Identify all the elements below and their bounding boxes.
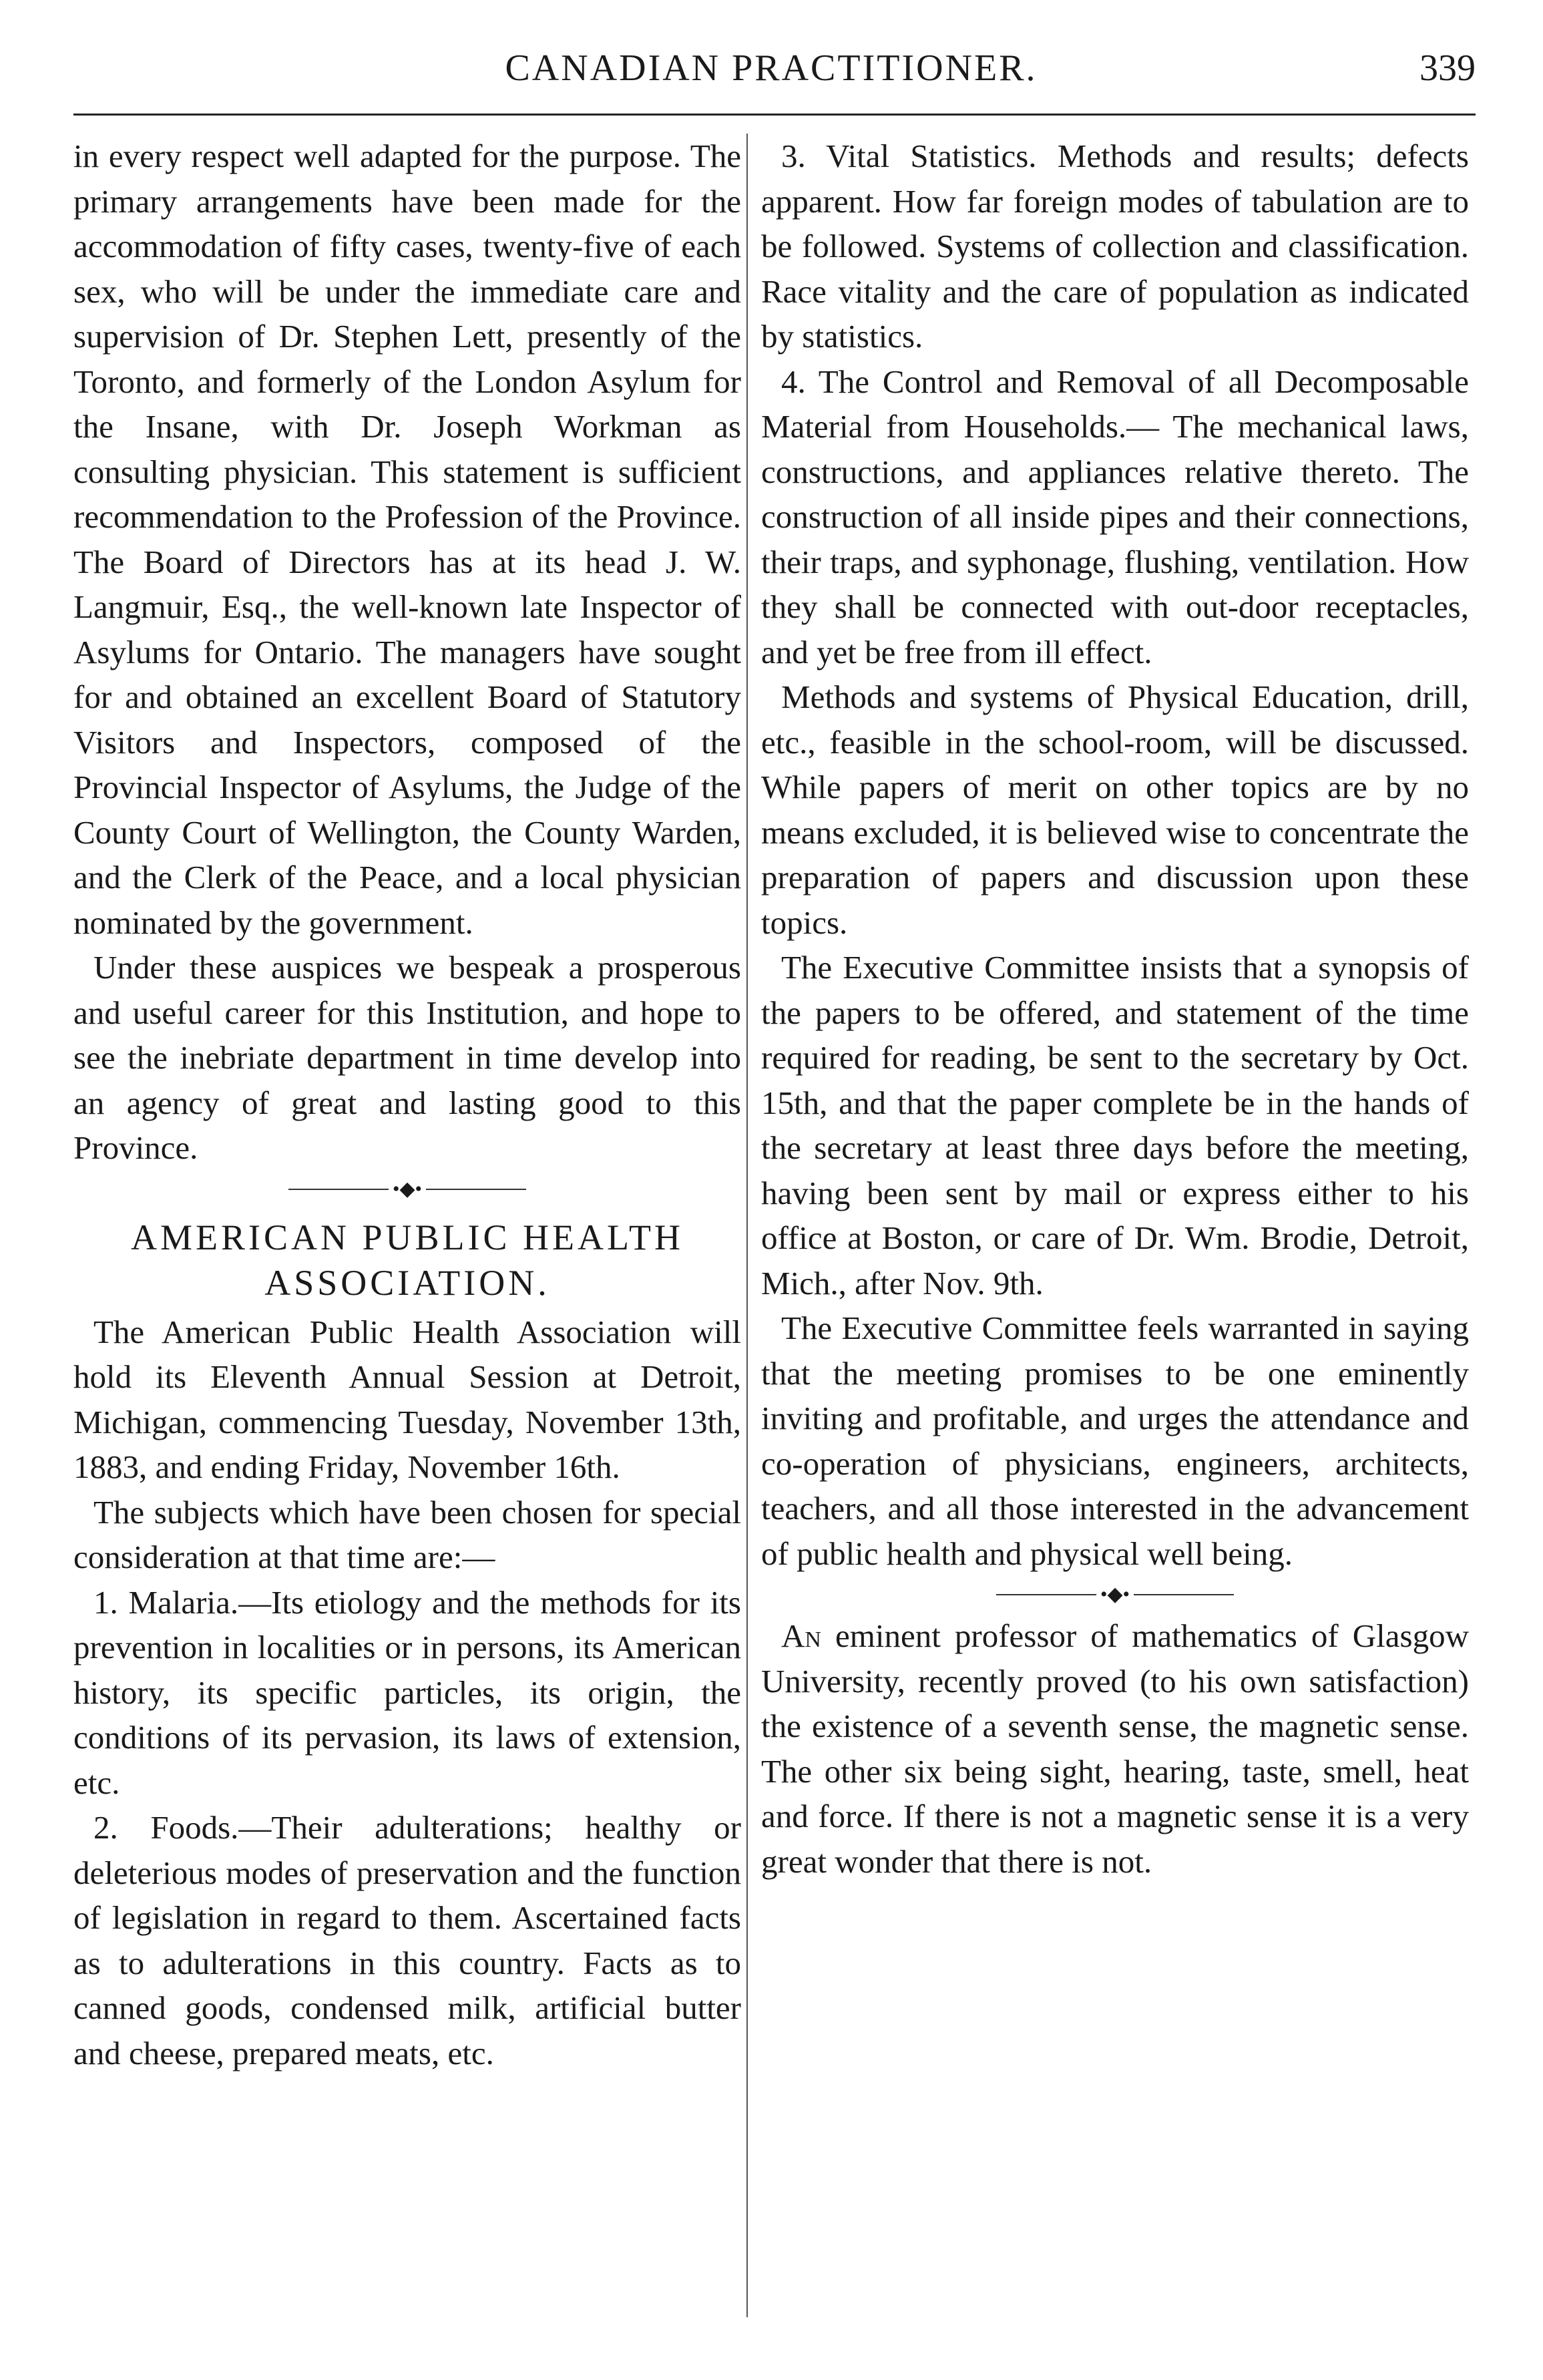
diamond-ornament-icon: •◆• [1100, 1583, 1130, 1605]
left-column [73, 134, 741, 2075]
paragraph-lead-word: An [781, 1617, 821, 1654]
paragraph-session-announcement: The American Public Health Association will hold its Eleventh Annual Session at Detroit, Michigan, commencing Tuesday, November 13th, 1883, and ending Friday, November 16th. [73, 1313, 741, 1485]
paragraph-decomposable-material: 4. The Control and Removal of all Decomposable Material from Households.— The mechanical laws, constructions, and appliances relative thereto. The construction of all inside pipes and their connections, their traps, and syphonage, flushing, ventilation. How they shall be connected with out-door receptacles, and yet be free from ill effect. [761, 363, 1469, 670]
ornament-rule-left [996, 1594, 1096, 1595]
ornament-rule-right [426, 1189, 526, 1190]
ornament-rule-right [1134, 1594, 1234, 1595]
section-title-line-1: AMERICAN PUBLIC HEALTH [130, 1217, 684, 1257]
section-title [73, 1215, 741, 1306]
paragraph-magnetic-sense [761, 1613, 1469, 1884]
paragraph-foods: 2. Foods.—Their adulterations; healthy or deleterious modes of preservation and the function of legislation in regard to them. Ascertained facts as to adulterations in this country. Facts as to canned goods, condensed milk, artificial butter and cheese, prepared meats, etc. [73, 1809, 741, 2071]
paragraph-auspices: Under these auspices we bespeak a prosperous and useful career for this Institution, and hope to see the inebriate department in time develop into an agency of great and lasting good to this Province. [73, 949, 741, 1166]
page-header [67, 47, 1476, 100]
paragraph-malaria: 1. Malaria.—Its etiology and the methods for its prevention in localities or in persons, its American history, its specific particles, its origin, the conditions of its pervasion, its laws of extension, etc. [73, 1583, 741, 1801]
ornament-rule-left [288, 1189, 389, 1190]
page-number: 339 [1419, 47, 1476, 89]
header-rule [73, 114, 1476, 116]
running-title: CANADIAN PRACTITIONER. [505, 47, 1038, 89]
section-ornament-right [761, 1576, 1469, 1613]
section-ornament [73, 1171, 741, 1208]
paragraph-asylum-description: in every respect well adapted for the purpose. The primary arrangements have been made for the accommodation of fifty cases, twenty-five of each sex, who will be under the immediate care and supervision of Dr. Stephen Lett, presently of the Toronto, and formerly of the London Asylum for the Insane, with Dr. Joseph Workman as consulting physician. This statement is sufficient recommendation to the Profession of the Province. The Board of Directors has at its head J. W. Langmuir, Esq., the well-known late Inspector of Asylums for Ontario. The managers have sought for and obtained an excellent Board of Statutory Visitors and Inspectors, composed of the Provincial Inspector of Asylums, the Judge of the County Court of Wellington, the County Warden, and the Clerk of the Peace, and a local physician nominated by the government. [73, 138, 741, 941]
paragraph-vital-statistics: 3. Vital Statistics. Methods and results; defects apparent. How far foreign modes of tabulation are to be followed. Systems of collection and classification. Race vitality and the care of population as indicated by statistics. [761, 138, 1469, 355]
paragraph-executive-synopsis: The Executive Committee insists that a synopsis of the papers to be offered, and statement of the time required for reading, be sent to the secretary by Oct. 15th, and that the paper complete be in the hands of the secretary at least three days before the meeting, having been sent by mail or express either to his office at Boston, or care of Dr. Wm. Brodie, Detroit, Mich., after Nov. 9th. [761, 949, 1469, 1302]
paragraph-executive-meeting: The Executive Committee feels warranted in saying that the meeting promises to be one eminently inviting and profitable, and urges the attendance and co-operation of physicians, engineers, architects, teachers, and all those interested in the advancement of public health and physical well being. [761, 1310, 1469, 1572]
section-title-line-2: ASSOCIATION. [264, 1262, 550, 1303]
paragraph-body: eminent professor of mathematics of Glasgow University, recently proved (to his own satisfaction) the existence of a seventh sense, the magnetic sense. The other six being sight, hearing, taste, smell, heat and force. If there is not a magnetic sense it is a very great wonder that there is not. [761, 1617, 1469, 1880]
right-column [761, 134, 1469, 1884]
paragraph-physical-education: Methods and systems of Physical Education, drill, etc., feasible in the school-room, will be discussed. While papers of merit on other topics are by no means excluded, it is believed wise to concentrate the preparation of papers and discussion upon these topics. [761, 678, 1469, 941]
paragraph-subjects-intro: The subjects which have been chosen for special consideration at that time are:— [73, 1493, 741, 1575]
column-divider [746, 134, 748, 2317]
diamond-ornament-icon: •◆• [392, 1177, 423, 1200]
